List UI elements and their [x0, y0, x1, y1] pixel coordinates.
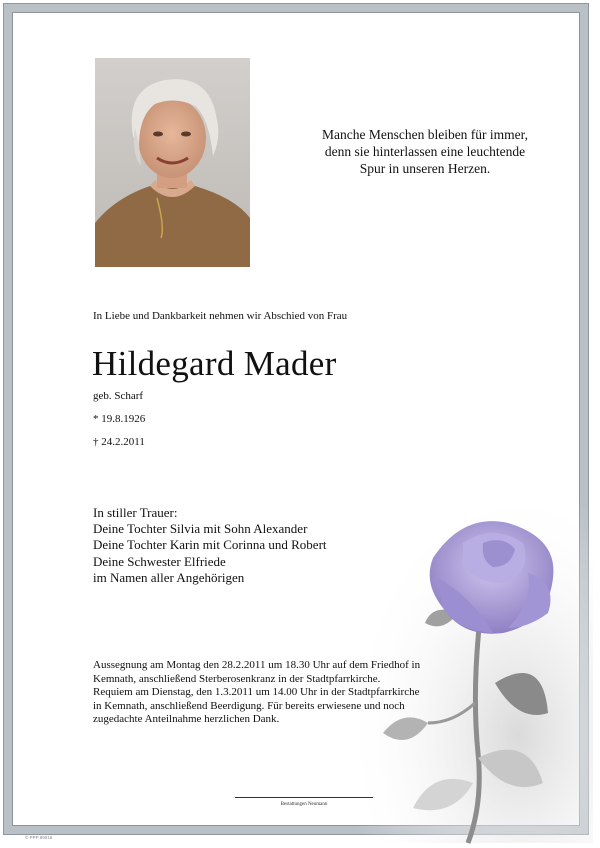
- quote-line: denn sie hinterlassen eine leuchtende: [324, 144, 526, 159]
- funeral-home-signature: Bestattungen Neumann: [280, 802, 328, 807]
- memorial-quote: [295, 126, 555, 177]
- signature-line: [235, 797, 373, 798]
- birth-date: * 19.8.1926: [93, 413, 146, 425]
- service-line: Aussegnung am Montag den 28.2.2011 um 18.30 Uhr auf dem Friedhof in: [93, 659, 421, 671]
- service-line: Kemnath, anschließend Sterberosenkranz in der Stadtpfarrkirche.: [93, 672, 381, 685]
- quote-line: Manche Menschen bleiben für immer,: [321, 127, 528, 142]
- mourners-heading: In stiller Trauer:: [93, 505, 178, 520]
- mourner-line: Deine Tochter Silvia mit Sohn Alexander: [93, 521, 308, 537]
- service-line: in Kemnath, anschließend Beerdigung. Für bereits erwiesene und noch: [93, 699, 405, 712]
- card-frame: [3, 3, 589, 840]
- service-info: [93, 659, 473, 727]
- death-date: † 24.2.2011: [93, 436, 145, 448]
- mourners-list: [93, 505, 327, 586]
- portrait-photo: [95, 58, 250, 267]
- copyright-note: © PPP 89016: [25, 835, 53, 840]
- farewell-intro: In Liebe und Dankbarkeit nehmen wir Abschied von Frau: [93, 310, 348, 322]
- deceased-name: Hildegard Mader: [92, 344, 337, 383]
- quote-line: Spur in unseren Herzen.: [359, 161, 491, 176]
- mourner-line: Deine Schwester Elfriede: [93, 553, 226, 569]
- service-line: zugedachte Anteilnahme herzlichen Dank.: [93, 713, 280, 726]
- maiden-name: geb. Scharf: [93, 390, 144, 402]
- mourner-line: im Namen aller Angehörigen: [93, 569, 245, 585]
- mourner-line: Deine Tochter Karin mit Corinna und Robert: [93, 537, 327, 553]
- card-body: [12, 12, 580, 840]
- service-line: Requiem am Dienstag, den 1.3.2011 um 14.00 Uhr in der Stadtpfarrkirche: [93, 686, 420, 699]
